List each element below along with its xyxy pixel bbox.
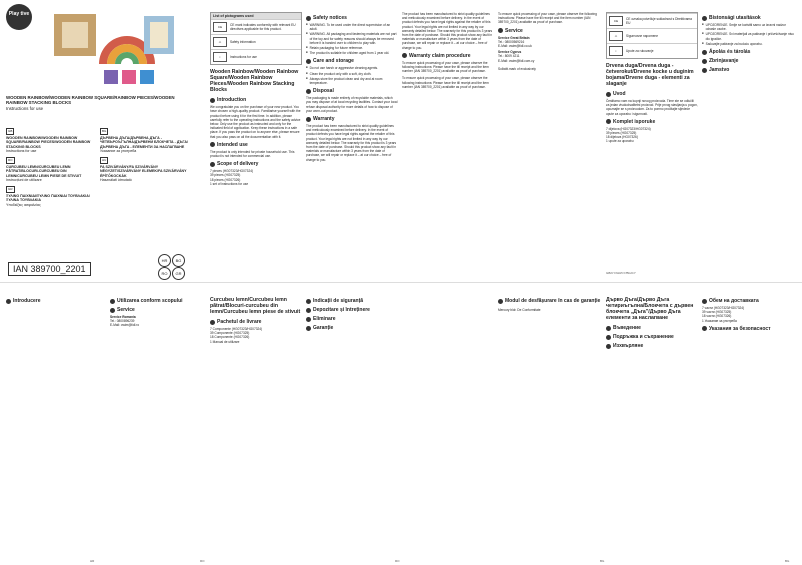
ro-col-4 — [498, 295, 602, 557]
gb-use-heading: Intended use — [210, 142, 302, 148]
hr-warranty-heading: Jamstvo — [702, 67, 796, 73]
bullet-icon — [606, 326, 611, 331]
pictogram-row: ⚠ Sigurnosne napomene — [607, 28, 697, 43]
gb-col-3 — [402, 12, 494, 277]
bullet-icon — [210, 320, 215, 325]
ce-mark-icon: CE — [213, 22, 227, 32]
warning-icon: ⚠ — [213, 37, 227, 47]
gb-claim-text-2: To ensure quick processing of your case, please observe the following instructions: Please have the till receipt and the item number (IAN 389700_2201) available as proof of purchase. — [402, 76, 489, 89]
gb-col-4 — [498, 12, 602, 277]
gb-care-heading: Care and storage — [306, 58, 398, 64]
bullet-icon — [606, 119, 611, 124]
ro-service-heading: Service — [110, 307, 206, 313]
ro-col-0 — [6, 295, 106, 557]
list-item: ■ The product is suitable for children aged from 1 year old. — [306, 51, 398, 55]
hr-scope-heading: Komplet isporuke — [606, 119, 698, 125]
lidl-note: Mercury bldr. De Conformitate — [498, 308, 541, 312]
logo: Play tive — [6, 4, 32, 30]
bullet-icon — [402, 53, 407, 58]
bullet-icon — [702, 68, 707, 73]
hr-intro-text: Čestitamo vam na kupnji novog proizvoda. Time ste se odlučili za jedan visokokvalitetni proizvod. Prije prvog stavljanja u pogon, upoznajte se s proizvodom. Za to pomno pročitajte sljedeće upute za uporabu i sigurnosti. — [606, 99, 698, 116]
info-icon: i — [609, 46, 623, 56]
ro-safety-heading: Indicații de siguranță — [306, 298, 398, 304]
gb-disposal-heading: Disposal — [306, 88, 398, 94]
hr-intro-heading: Uvod — [606, 91, 698, 97]
gb-intro-text: We congratulate you on the purchase of your new product. You have chosen a high-quality product. Familiarise yourself with the product before using it for the first time. In addition, please carefully refer to the operating instructions and the safety advice below. Only use the product as instructed and only for the indicated field of application. Keep these instructions in a safe place. If you pass the product on to anyone else, please ensure that you also pass on all the documentation with it. — [210, 105, 301, 139]
pictogram-row: ⚠ Safety information — [211, 34, 301, 49]
pictogram-row: i Instructions for use — [211, 49, 301, 64]
lang-gb: GB WOODEN RAINBOW/WOODEN RAINBOW SQUARE/RAINBOW PIECES/WOODEN RAINBOW STACKING BLOCKS Instructions for use — [6, 129, 91, 154]
ro-scope-heading: Pachetul de livrare — [210, 319, 302, 325]
hr-safety-heading: Bistonsági utasítások — [702, 15, 796, 21]
ro-care-heading: Depozitare și întreținere — [306, 307, 398, 313]
gb-col-1 — [210, 12, 302, 277]
bg-scope-list: 7 части (HG07323/HG07324) 39 части (HG07325) 18 части (HG07326) 1 Указание за употреба — [702, 306, 745, 323]
ro-warranty-heading: Garanție — [306, 325, 398, 331]
ro-title: Curcubeu lemn/Curcubeu lemn pătrat/Blocuri-curcubeu din lemn/Curcubeu lemn piese de stivuit — [210, 297, 301, 315]
bg-intro-heading: Въведение — [606, 325, 698, 331]
pictogram-row: CE CE oznaka potvrđuje sukladnost s Direktivama EU — [607, 13, 697, 28]
bullet-icon — [306, 308, 311, 313]
ro-intro-heading: Introducere — [6, 298, 106, 304]
bg-scope-heading: Обем на доставката — [702, 298, 796, 304]
bullet-icon — [702, 50, 707, 55]
page-label: HR — [90, 559, 95, 563]
service-ro: Service Romania Tel.: 0800896239 E-Mail: owim@lidl.ro — [110, 315, 140, 328]
bg-use-heading: Указания за безопасност — [702, 326, 796, 332]
page-code: GB/CY/GR/CY/BG/CY — [606, 270, 636, 275]
lang-gr: GR ΞΥΛΙΝΟ ΠΑΙΧΝΙΔΙ/ΞΥΛΙΝΟ ΠΑΙΧΝΙΔΙ ΤΟΥΒΛΑΚΙΑ/ΞΥΛΙΝΑ ΤΟΥΒΛΑΚΙΑ Υποδείξεις ασφαλείας — [6, 186, 90, 207]
pictogram-table — [210, 12, 302, 65]
warning-icon — [306, 16, 311, 21]
gb-intro-heading: Introduction — [210, 97, 302, 103]
gb-claim-text: To ensure quick processing of your case, please observe the following instructions: Please have the till receipt and the item number (IAN 389700_2201) available as proof of purchase. — [402, 60, 489, 74]
bullet-icon — [110, 299, 115, 304]
recycle-icon — [306, 89, 311, 94]
page-label: BG — [600, 559, 605, 563]
list-item: ■ Sačuvajte pakiranje za buduću uporabu. — [702, 42, 796, 46]
service-gb: Service Great Britain Tel.: 08000569216 E-Mail: owim@lidl.co.uk Service Cyprus Tel.: 8009 4211 E-Mail: owim@lidl.com.cy — [498, 35, 535, 63]
cover-langs-right — [100, 128, 196, 186]
item-number: IAN 389700_2201 — [8, 262, 91, 276]
bullet-icon — [606, 335, 611, 340]
warning-icon — [702, 326, 707, 331]
bullet-icon — [498, 299, 503, 304]
lang-badges — [158, 254, 186, 280]
product-photo — [44, 4, 184, 90]
list-item: ■ WARNING. To be used under the direct supervision of an adult. — [306, 23, 398, 31]
top-spread — [0, 0, 802, 282]
list-item: ■ Do not use harsh or aggressive cleaning agents. — [306, 66, 398, 70]
list-item: ■ WARNING. All packaging and fastening materials are not part of the toy and for safety reasons should always be removed before it is handed over to children to play with. — [306, 32, 398, 45]
hr-care-heading: Ápolás és tárolás — [702, 49, 796, 55]
gb-warranty-text: The product has been manufactured to strict quality guidelines and meticulously examined before delivery. In the event of product defects you have legal rights against the retailer of this product. Your legal rights are not limited in any way by our warranty detailed below. The warranty for this product is 3 years from the date of purchase. Should this product show any fault in materials or manufacture within 3 years from the date of purchase, we will repair or replace it – at our choice – free of charge to you. — [306, 124, 397, 162]
bullet-icon — [306, 117, 311, 122]
lang-hu: HU FA SZIVÁRVÁNY/FA SZIVÁRVÁNY NÉGYZET/SZIVÁRVÁNY ELEMEK/FA SZIVÁRVÁNY ÉPÍTŐKOCKÁK Használati útmutató — [100, 157, 187, 183]
gb-warranty-cont: The product has been manufactured to strict quality guidelines and meticulously examined before delivery. In the event of product defects you have legal rights against the retailer of this product. Your legal rights are not limited in any way by our warranty detailed below. The warranty for this product is 3 years from the date of purchase. Should this product show any fault in materials or manufacture within 3 years from the date of purchase, we will repair or replace it – at our choice – free of charge to you. — [402, 12, 493, 50]
ro-col-1 — [110, 295, 206, 557]
ro-disposal-heading: Eliminare — [306, 316, 398, 322]
ro-col-2 — [210, 295, 302, 557]
gb-scope-list: 7 pieces (HG07323/HG07324) 39 pieces (HG07325) 18 pieces (HG07326) 1 set of instructions for use — [210, 169, 254, 186]
badge: HR — [158, 254, 171, 267]
bullet-icon — [210, 98, 215, 103]
address-line: Sollwitt.mark of exclusively — [498, 66, 536, 71]
info-icon: i — [213, 52, 227, 62]
badge: BG — [172, 254, 185, 267]
bullet-icon — [306, 59, 311, 64]
bullet-icon — [210, 142, 215, 147]
list-item: ■ UPOZORENJE. Smije se koristiti samo uz izravni nadzor odrasle osobe. — [702, 23, 796, 31]
page-label: RO — [200, 559, 205, 563]
bullet-icon — [606, 92, 611, 97]
badge: GR — [172, 267, 185, 280]
pictogram-heading: List of pictograms used — [211, 13, 301, 19]
bg-col-2 — [702, 295, 796, 557]
hr-pictogram-table — [606, 12, 698, 59]
bottom-spread — [0, 283, 802, 565]
page-label: BG — [785, 559, 790, 563]
hr-title: Drvena duga/Drvena duga - četverokut/Drvene kocke u duginim bojama/Drvene duga - elementi za slaganje — [606, 63, 694, 87]
gb-service-heading: Service — [498, 28, 602, 34]
ro-use-heading: Utilizarea conform scopului — [110, 298, 206, 304]
wrench-icon — [110, 308, 115, 313]
gb-disposal-text: The packaging is made entirely of recyclable materials, which you may dispose of at local recycling facilities. Contact your local refuse disposal authority for more details of how to dispose of your worn-out product. — [306, 96, 398, 113]
warning-icon — [702, 16, 707, 21]
bullet-icon — [702, 299, 707, 304]
gb-safety-heading: Safety notices — [306, 15, 398, 21]
list-item: ■ Always store the product clean and dry and at room temperature. — [306, 77, 398, 85]
bg-col-1 — [606, 295, 698, 557]
gb-warranty-heading: Warranty — [306, 116, 398, 122]
cover-langs-left — [6, 128, 96, 210]
pictogram-row: CE CE mark indicates conformity with relevant EU directives applicable for this product. — [211, 19, 301, 34]
bg-safety-heading: Подръжка и съхранение — [606, 334, 698, 340]
pictogram-row: i Upute za rukovanje — [607, 43, 697, 58]
recycle-icon — [606, 344, 611, 349]
recycle-icon — [702, 59, 707, 64]
cover-title: WOODEN RAINBOW/WOODEN RAINBOW SQUARE/RAINBOW PIECES/WOODEN RAINBOW STACKING BLOCKS Instructions for use — [6, 95, 175, 111]
gb-claim-heading: Warranty claim procedure — [402, 53, 494, 59]
list-item: ■ UPOZORENJE. Svi materijali za pakiranje i pričvršćivanje nisu dio igračke. — [702, 32, 796, 40]
gb-title: Wooden Rainbow/Wooden Rainbow Square/Wooden Rainbow Pieces/Wooden Rainbow Stacking Blocks — [210, 69, 299, 94]
wrench-icon — [498, 28, 503, 33]
gb-use-text: The product is only intended for private household use. This product is not intended for commercial use. — [210, 149, 295, 159]
lang-ro: RO CURCUBEU LEMN/CURCUBEU LEMN PĂTRAT/BLOCURI-CURCUBEU DIN LEMN/CURCUBEU LEMN PIESE DE STIVUIT Instrucțiuni de utilizare — [6, 157, 82, 183]
list-item: ■ Clean the product only with a soft, dry cloth. — [306, 72, 398, 76]
ro-col-3 — [306, 295, 398, 557]
bg-disposal-heading: Изхвърляне — [606, 343, 698, 349]
ro-claim-heading: Modul de desfășurare în cas de garanție — [498, 298, 602, 304]
recycle-icon — [306, 317, 311, 322]
badge: RO — [158, 267, 171, 280]
warning-icon — [306, 299, 311, 304]
gb-scope-heading: Scope of delivery — [210, 161, 302, 167]
warning-icon: ⚠ — [609, 31, 623, 41]
hr-scope-list: 7 dijelova (HG07323/HG07324) 39 pieces (HG07325) 18 dijelova (HG07326) 1 upute za uporabu — [606, 126, 651, 144]
hr-disposal-heading: Zbrinjavanje — [702, 58, 796, 64]
hr-col-2 — [702, 12, 796, 277]
gb-claim-cont: To ensure quick processing of your case, please observe the following instructions: Please have the till receipt and the item number (IAN 389700_2201) available as proof of purchase. — [498, 12, 597, 25]
bullet-icon — [210, 162, 215, 167]
gb-col-2 — [306, 12, 398, 277]
list-item: ■ Retain packaging for future reference. — [306, 46, 398, 50]
page-label: RO — [395, 559, 400, 563]
bullet-icon — [6, 299, 11, 304]
ro-scope-list: 7 Componente (HG07323/HG07324) 39 Componente (HG07325) 18 Componente (HG07326) 1 Manual de utilizare — [210, 327, 263, 344]
bullet-icon — [306, 326, 311, 331]
hr-col-1 — [606, 12, 698, 277]
lang-bg: BG ДЪРВЕНА ДЪГА/ДЪРВЕНА ДЪГА - ЧЕТВЪРОЪГЪЛНА/ДЪРВЕНИ БЛОКЧЕТА - ДЪГА/ДЪРВЕНА ДЪГА - ЕЛЕМЕНТИ ЗА НАСЛАГВАНЕ Указание за употреба — [100, 129, 188, 154]
ce-mark-icon: CE — [609, 16, 623, 26]
bg-title: Дърво Дъга/Дърво Дъга четириъгълна/Блокчета с дървен блокчета „Дъга"/Дърво Дъга елементи за наслагване — [606, 297, 694, 321]
